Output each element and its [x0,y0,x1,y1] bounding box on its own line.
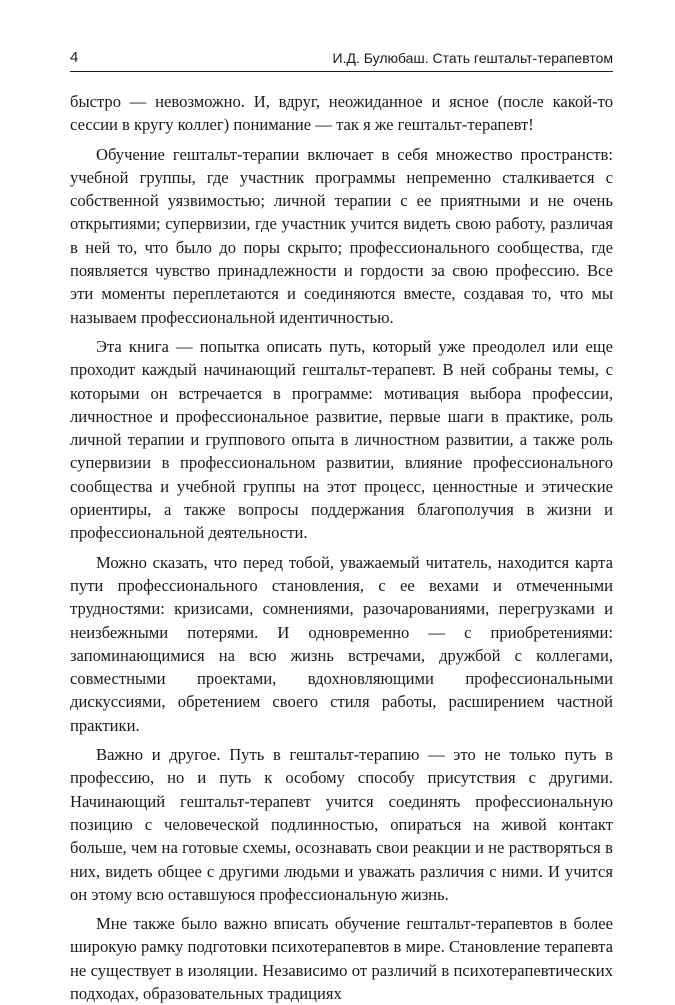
paragraph-continued: быстро — невозможно. И, вдруг, неожиданное и ясное (после какой-то сессии в кругу коллег) понимание — так я же гештальт-терапевт! [70,92,613,135]
page-body [70,90,613,1005]
paragraph: Мне также было важно вписать обучение гештальт-терапевтов в более широкую рамку подготовки психотерапевтов в мире. Становление терапевта не существует в изоляции. Независимо от различий в психотерапевтических подходах, образовательных традициях [70,914,613,1003]
header-rule [70,71,613,72]
paragraph: Эта книга — попытка описать путь, который уже преодолел или еще проходит каждый начинающий гештальт-терапевт. В ней собраны темы, с которыми он встречается в программе: мотивация выбора профессии, личностное и профессиональное развитие, первые шаги в практике, роль личной терапии и группового опыта в личностном развитии, а также роль супервизии в профессиональном развитии, влияние профессионального сообщества и учебной группы на этот процесс, ценностные и этические ориентиры, а также вопросы поддержания благополучия в жизни и профессиональной деятельности. [70,336,613,543]
page-number: 4 [70,49,79,66]
running-header [70,48,613,74]
paragraph: Обучение гештальт-терапии включает в себя множество пространств: учебной группы, где участник программы непременно сталкивается с собственной уязвимостью; личной терапии с ее приятными и не очень открытиями; супервизии, где участник учится видеть свою работу, различая в ней то, что было до поры скрыто; профессионального сообщества, где появляется чувство принадлежности и гордости за свою профессию. Все эти моменты переплетаются и соединяются вместе, создавая то, что мы называем профессиональной идентичностью. [70,144,613,327]
running-title: И.Д. Булюбаш. Стать гештальт-терапевтом [332,50,613,66]
paragraph: Можно сказать, что перед тобой, уважаемый читатель, находится карта пути профессионального становления, с ее вехами и отмеченными трудностями: кризисами, сомнениями, разочарованиями, перегрузками и неизбежными потерями. И одновременно — с приобретениями: запоминающимися на всю жизнь встречами, дружбой с коллегами, совместными проектами, вдохновляющими профессиональными дискуссиями, обретением своего стиля работы, расширением частной практики. [70,552,613,735]
paragraph: Важно и другое. Путь в гештальт-терапию — это не только путь в профессию, но и путь к особому способу присутствия с другими. Начинающий гештальт-терапевт учится соединять профессиональную позицию с человеческой подлинностью, опираться на живой контакт больше, чем на готовые схемы, осознавать свои реакции и не растворяться в них, видеть общее с другими людьми и уважать различия с ними. И учится он этому всю оставшуюся профессиональную жизнь. [70,745,613,904]
